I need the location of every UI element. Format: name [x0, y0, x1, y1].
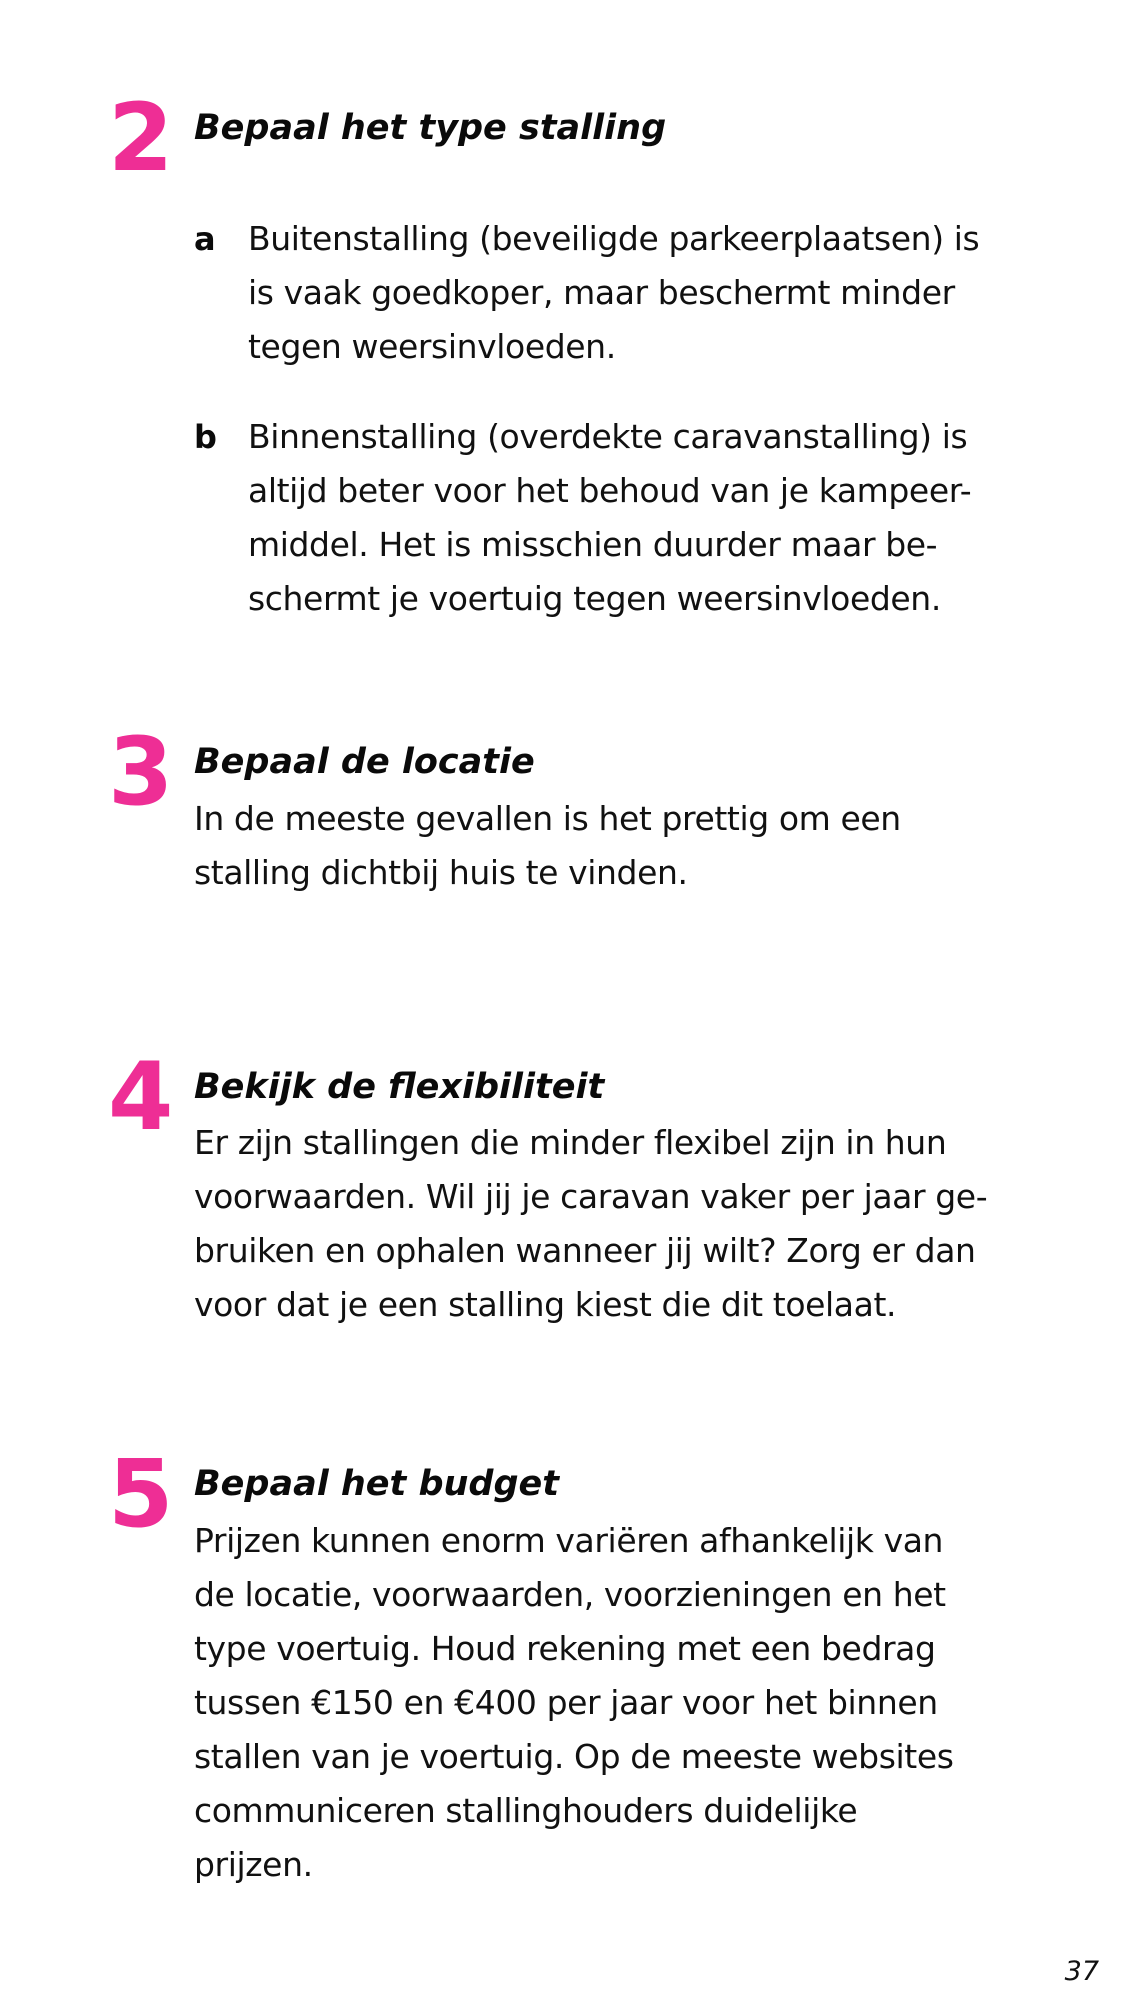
- step-body: [194, 1514, 1024, 1892]
- step-number: 5: [108, 1440, 172, 1549]
- text-line: stallen van je voertuig. Op de meeste websites: [194, 1737, 954, 1776]
- list-item-letter: b: [194, 418, 217, 456]
- text-line: tussen €150 en €400 per jaar voor het binnen: [194, 1683, 938, 1722]
- text-line: schermt je voertuig tegen weersinvloeden.: [248, 579, 941, 618]
- text-line: tegen weersinvloeden.: [248, 327, 616, 366]
- text-line: voor dat je een stalling kiest die dit toelaat.: [194, 1285, 897, 1324]
- step-number: 3: [108, 718, 172, 827]
- text-line: Prijzen kunnen enorm variëren afhankelijk van: [194, 1521, 944, 1560]
- step-title: Bepaal het budget: [194, 1464, 560, 1504]
- text-line: stalling dichtbij huis te vinden.: [194, 853, 688, 892]
- step-number: 4: [108, 1043, 172, 1152]
- text-line: In de meeste gevallen is het prettig om een: [194, 799, 901, 838]
- list-item-letter: a: [194, 220, 216, 258]
- text-line: Er zijn stallingen die minder flexibel zijn in hun: [194, 1123, 947, 1162]
- text-line: type voertuig. Houd rekening met een bedrag: [194, 1629, 936, 1668]
- step-title: Bepaal het type stalling: [194, 108, 667, 148]
- text-line: is vaak goedkoper, maar beschermt minder: [248, 273, 955, 312]
- list-item-text: [248, 212, 1028, 374]
- text-line: communiceren stallinghouders duidelijke: [194, 1791, 858, 1830]
- text-line: Buitenstalling (beveiligde parkeerplaatsen) is: [248, 219, 980, 258]
- text-line: prijzen.: [194, 1845, 313, 1884]
- text-line: voorwaarden. Wil jij je caravan vaker per jaar ge-: [194, 1177, 988, 1216]
- step-body: [194, 792, 1024, 900]
- text-line: altijd beter voor het behoud van je kampeer-: [248, 471, 972, 510]
- step-title: Bekijk de flexibiliteit: [194, 1067, 605, 1107]
- text-line: Binnenstalling (overdekte caravanstalling) is: [248, 417, 968, 456]
- step-body: [194, 1116, 1024, 1332]
- step-number: 2: [108, 84, 172, 193]
- text-line: middel. Het is misschien duurder maar be-: [248, 525, 938, 564]
- text-line: de locatie, voorwaarden, voorzieningen en het: [194, 1575, 946, 1614]
- step-title: Bepaal de locatie: [194, 742, 535, 782]
- list-item-text: [248, 410, 1028, 626]
- text-line: bruiken en ophalen wanneer jij wilt? Zorg er dan: [194, 1231, 976, 1270]
- page-number: 37: [1064, 1956, 1099, 1987]
